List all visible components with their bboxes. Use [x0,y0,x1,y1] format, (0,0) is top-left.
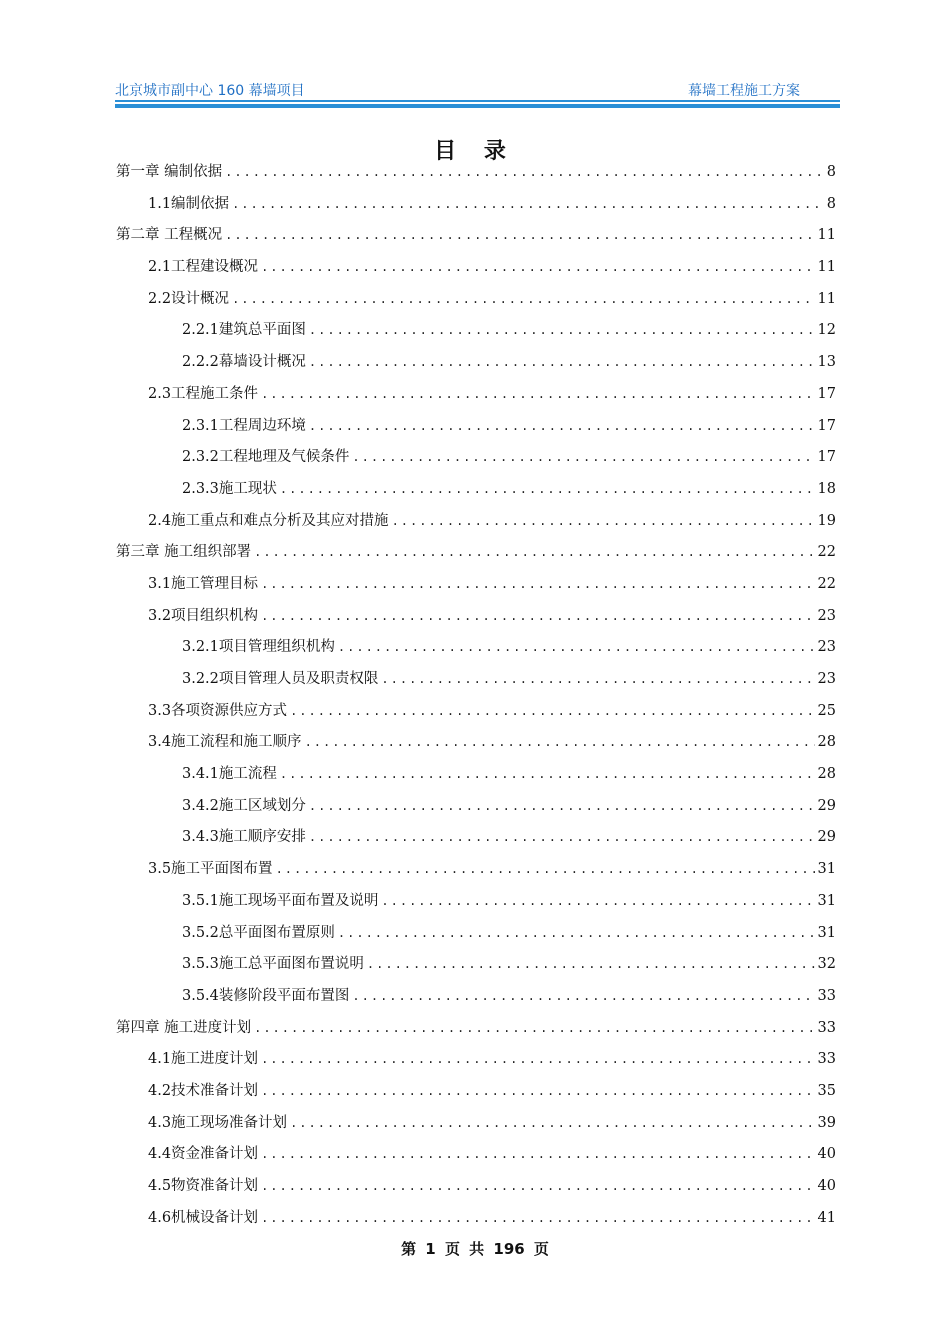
toc-leader-dots [381,886,814,918]
toc-entry[interactable] [116,822,836,854]
toc-entry-page: 22 [817,544,836,561]
toc-entry-label: 2.3工程施工条件 [148,385,259,402]
toc-leader-dots [309,347,815,379]
toc-entry[interactable] [116,506,836,538]
toc-entry[interactable] [116,601,836,633]
toc-entry-page: 8 [826,164,836,180]
toc-entry-page: 29 [817,797,836,814]
toc-entry-label: 第一章 编制依据 [116,164,223,180]
toc-leader-dots [261,1203,814,1235]
toc-entry-page: 19 [817,512,836,529]
toc-entry-page: 31 [817,861,836,878]
toc-entry-label: 2.3.1工程周边环境 [182,417,306,434]
toc-entry-label: 3.5施工平面图布置 [148,861,273,878]
toc-entry-page: 11 [817,290,836,307]
toc-leader-dots [261,252,814,284]
toc-entry[interactable] [116,442,836,474]
toc-entry[interactable] [116,1203,836,1235]
toc-entry-page: 32 [817,956,836,973]
toc-leader-dots [280,474,815,506]
toc-entry-label: 第二章 工程概况 [116,227,223,244]
toc-entry[interactable] [116,791,836,823]
toc-entry-page: 17 [817,385,836,402]
toc-entry[interactable] [116,664,836,696]
header-rule-thin [115,100,840,102]
toc-entry-label: 4.3施工现场准备计划 [148,1114,288,1131]
toc-entry-label: 3.2.1项目管理组织机构 [182,639,335,656]
toc-entry-page: 17 [817,417,836,434]
toc-entry-page: 13 [817,354,836,371]
toc-entry-label: 3.5.3施工总平面图布置说明 [182,956,364,973]
toc-leader-dots [381,664,814,696]
toc-leader-dots [290,696,814,728]
toc-entry-page: 33 [817,1051,836,1068]
toc-entry[interactable] [116,981,836,1013]
toc-entry-label: 2.2.1建筑总平面图 [182,322,306,339]
toc-entry-page: 28 [817,734,836,751]
toc-entry[interactable] [116,315,836,347]
toc-entry-label: 3.4.2施工区域划分 [182,797,306,814]
toc-leader-dots [261,1044,814,1076]
toc-entry-page: 25 [817,702,836,719]
toc-entry-label: 2.3.3施工现状 [182,480,277,497]
header-project-name: 北京城市副中心 160 幕墙项目 [115,83,305,99]
toc-leader-dots [225,220,814,252]
toc-entry-page: 28 [817,766,836,783]
toc-leader-dots [352,442,814,474]
toc-entry-page: 11 [817,259,836,276]
toc-entry-page: 23 [817,671,836,687]
toc-entry-label: 3.2项目组织机构 [148,607,259,624]
toc-entry-label: 3.4施工流程和施工顺序 [148,734,302,751]
toc-leader-dots [352,981,814,1013]
toc-entry[interactable] [116,1044,836,1076]
toc-entry[interactable] [116,1076,836,1108]
toc-entry-label: 2.4施工重点和难点分析及其应对措施 [148,512,389,529]
toc-leader-dots [392,506,815,538]
toc-entry-label: 第四章 施工进度计划 [116,1019,252,1036]
toc-leader-dots [338,918,815,950]
toc-entry-label: 2.1工程建设概况 [148,259,259,276]
toc-entry-label: 2.2.2幕墙设计概况 [182,354,306,371]
toc-entry-page: 23 [817,607,836,624]
toc-entry-page: 22 [817,575,836,592]
toc-leader-dots [276,854,815,886]
toc-entry[interactable] [116,537,836,569]
toc-leader-dots [261,1139,814,1171]
header-rule-thick [115,104,840,108]
toc-entry[interactable] [116,854,836,886]
toc-leader-dots [280,759,815,791]
toc-entry-page: 35 [817,1082,836,1099]
toc-entry-page: 23 [817,639,836,656]
header-document-title: 幕墙工程施工方案 [688,83,800,99]
toc-entry[interactable] [116,189,836,221]
toc-leader-dots [261,1076,814,1108]
toc-entry-label: 3.5.2总平面图布置原则 [182,924,335,941]
toc-entry[interactable] [116,1171,836,1203]
toc-entry-label: 3.5.1施工现场平面布置及说明 [182,892,379,909]
toc-entry-page: 33 [817,987,836,1004]
toc-entry[interactable] [116,569,836,601]
toc-entry[interactable] [116,696,836,728]
toc-entry[interactable] [116,1139,836,1171]
toc-entry-label: 4.1施工进度计划 [148,1051,259,1068]
toc-leader-dots [225,157,824,189]
toc-leader-dots [232,189,824,221]
toc-entry[interactable] [116,632,836,664]
toc-entry-page: 39 [817,1114,836,1131]
toc-leader-dots [254,1013,814,1045]
toc-entry-label: 4.2技术准备计划 [148,1082,259,1099]
toc-entry[interactable] [116,474,836,506]
toc-entry[interactable] [116,411,836,443]
toc-entry-label: 4.5物资准备计划 [148,1178,259,1194]
toc-entry-label: 1.1编制依据 [148,195,230,212]
toc-leader-dots [261,379,814,411]
toc-leader-dots [367,949,815,981]
toc-entry-page: 29 [817,829,836,846]
toc-entry-page: 40 [817,1146,836,1163]
toc-entry[interactable] [116,1013,836,1045]
toc-leader-dots [261,601,814,633]
toc-entry-label: 第三章 施工组织部署 [116,544,252,561]
toc-leader-dots [232,284,814,316]
toc-entry-page: 17 [817,449,836,466]
toc-leader-dots [261,1171,814,1203]
toc-entry[interactable] [116,347,836,379]
toc-entry-label: 3.1施工管理目标 [148,575,259,592]
page-number-footer: 第 1 页 共 196 页 [401,1240,549,1258]
toc-entry-label: 3.4.1施工流程 [182,766,277,783]
toc-entry[interactable] [116,949,836,981]
toc-leader-dots [309,411,815,443]
toc-entry-label: 3.4.3施工顺序安排 [182,829,306,846]
toc-entry[interactable] [116,252,836,284]
toc-entry-page: 33 [817,1019,836,1036]
toc-leader-dots [254,537,814,569]
toc-entry-page: 11 [817,227,836,244]
toc-entry[interactable] [116,220,836,252]
toc-leader-dots [309,315,815,347]
toc-entry[interactable] [116,886,836,918]
toc-leader-dots [309,822,815,854]
toc-entry-label: 3.3各项资源供应方式 [148,702,288,719]
toc-entry-page: 31 [817,924,836,941]
toc-entry-page: 31 [817,892,836,909]
toc-entry-label: 2.2设计概况 [148,290,230,307]
toc-leader-dots [338,632,815,664]
toc-entry[interactable] [116,379,836,411]
toc-entry[interactable] [116,1108,836,1140]
toc-entry-label: 4.4资金准备计划 [148,1146,259,1163]
toc-entry[interactable] [116,157,836,189]
toc-entry-page: 12 [817,322,836,339]
toc-entry-label: 3.2.2项目管理人员及职责权限 [182,671,379,687]
toc-entry-page: 8 [826,195,836,212]
toc-entry-page: 40 [817,1178,836,1194]
toc-leader-dots [261,569,814,601]
toc-entry-page: 18 [817,480,836,497]
toc-entry-page: 41 [817,1209,836,1226]
toc-entry[interactable] [116,759,836,791]
toc-leader-dots [305,727,815,759]
toc-entry-label: 2.3.2工程地理及气候条件 [182,449,350,466]
toc-entry[interactable] [116,918,836,950]
toc-leader-dots [309,791,815,823]
toc-leader-dots [290,1108,814,1140]
toc-title: 目 录 [434,139,516,164]
toc-entry-label: 3.5.4装修阶段平面布置图 [182,987,350,1004]
toc-entry-label: 4.6机械设备计划 [148,1209,259,1226]
table-of-contents [116,157,836,1234]
toc-entry[interactable] [116,727,836,759]
toc-entry[interactable] [116,284,836,316]
